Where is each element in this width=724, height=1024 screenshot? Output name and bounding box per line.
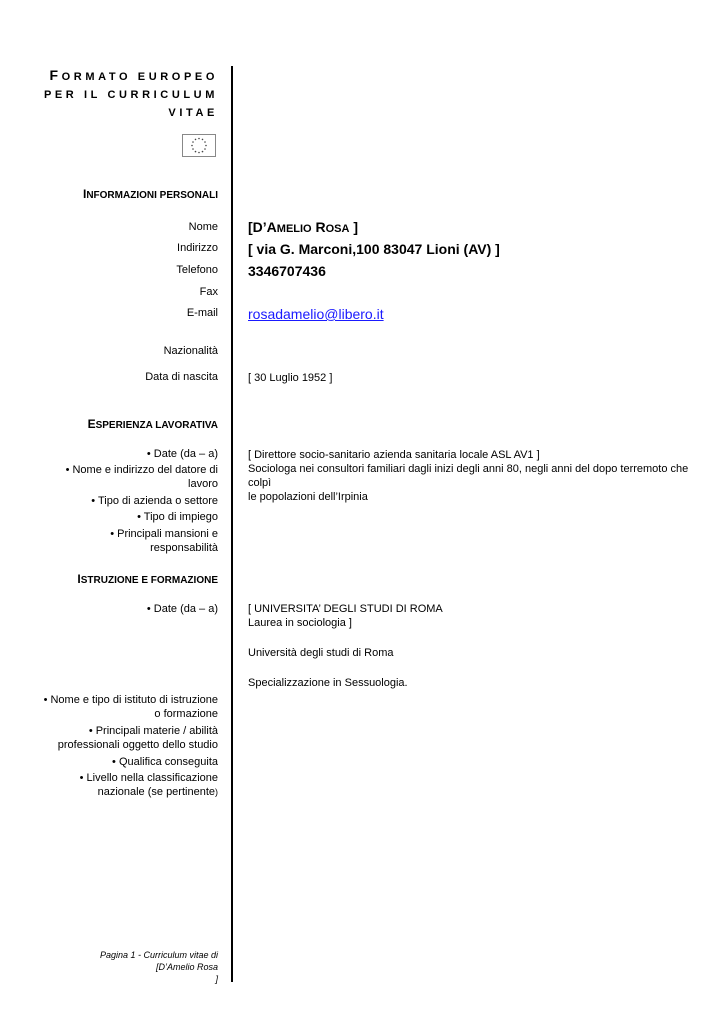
title-initial: F [49, 67, 62, 83]
label-employer [40, 463, 218, 491]
footer-line: Pagina 1 - Curriculum vitae di [99, 950, 218, 960]
work-line: [ Direttore socio-sanitario azienda sanitaria locale ASL AV1 ] [248, 449, 540, 461]
edu-line: Specializzazione in Sessuologia. [248, 677, 408, 689]
value-name [248, 218, 688, 238]
section-title: STRUZIONE E FORMAZIONE [80, 575, 218, 586]
section-title: SPERIENZA LAVORATIVA [95, 420, 218, 431]
label-phone: Telefono [176, 264, 218, 276]
label-work-dates: • Date (da – a) [146, 448, 218, 460]
label-birthdate: Data di nascita [145, 371, 218, 383]
value-address: [ via G. Marconi,100 83047 Lioni (AV) ] [248, 241, 500, 257]
section-education [40, 572, 218, 588]
value-phone: 3346707436 [248, 263, 326, 279]
value-birthdate: [ 30 Luglio 1952 ] [248, 372, 333, 384]
section-work-experience [40, 417, 218, 433]
value-work [248, 448, 698, 504]
label-job-type: • Tipo di impiego [137, 511, 218, 523]
value-education [248, 602, 688, 690]
label-line: • Nome e indirizzo del datore di [65, 464, 218, 476]
eu-flag-icon [182, 134, 216, 157]
title-line-1: ORMATO EUROPEO [61, 71, 218, 83]
label-line: lavoro [188, 478, 218, 490]
label-line: • Livello nella classificazione [79, 772, 218, 784]
label-institute [40, 693, 218, 721]
label-company-type: • Tipo di azienda o settore [91, 495, 218, 507]
column-divider [231, 66, 233, 982]
name-part: [D’A [248, 219, 277, 235]
label-address: Indirizzo [177, 242, 218, 254]
email-row [248, 305, 688, 323]
page-footer [80, 949, 218, 985]
label-line-end: ) [215, 787, 218, 797]
edu-line: Laurea in sociologia ] [248, 617, 352, 629]
label-level [40, 771, 218, 799]
title-line-2: PER IL CURRICULUM [43, 89, 218, 101]
label-name: Nome [188, 221, 218, 233]
footer-line: ] [215, 974, 218, 984]
section-title: NFORMAZIONI PERSONALI [86, 190, 218, 201]
name-part: MELIO [276, 223, 312, 235]
work-line: Sociologa nei consultori familiari dagli inizi degli anni 80, negli anni del dopo terremoto che colpì [248, 463, 689, 489]
section-initial: E [87, 417, 96, 431]
email-link[interactable]: rosadamelio@libero.it [248, 306, 384, 322]
section-initial: I [77, 572, 81, 586]
name-part: ] [349, 219, 359, 235]
label-qualification: • Qualifica conseguita [112, 756, 218, 768]
section-personal-info [40, 187, 218, 203]
edu-line: [ UNIVERSITA’ DEGLI STUDI DI ROMA [248, 603, 443, 615]
label-duties: • Principali mansioni e responsabilità [110, 528, 218, 554]
title-line-3: VITAE [168, 107, 218, 119]
footer-line: [D’Amelio Rosa [155, 962, 218, 972]
label-line: o formazione [154, 708, 218, 720]
edu-line: Università degli studi di Roma [248, 647, 394, 659]
name-part: R [311, 219, 326, 235]
section-initial: I [82, 187, 87, 201]
label-line: • Nome e tipo di istituto di istruzione [43, 694, 218, 706]
document-title [40, 66, 218, 122]
label-line: • Principali materie / abilità [88, 725, 218, 737]
label-line: nazionale (se pertinente [97, 786, 215, 798]
label-line: professionali oggetto dello studio [57, 739, 218, 751]
name-part: OSA [325, 223, 350, 235]
label-edu-dates: • Date (da – a) [146, 603, 218, 615]
work-line: le popolazioni dell’Irpinia [248, 491, 368, 503]
label-nationality: Nazionalità [163, 345, 218, 357]
label-fax: Fax [199, 286, 218, 298]
label-email: E-mail [186, 307, 218, 319]
label-subjects [40, 724, 218, 752]
